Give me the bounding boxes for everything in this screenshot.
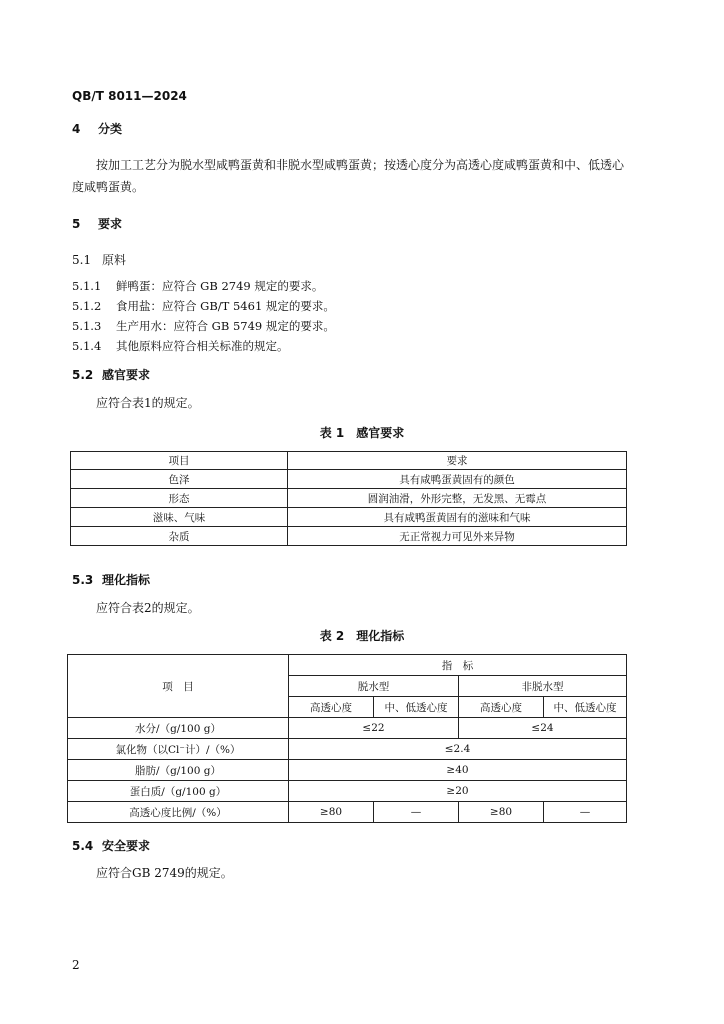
table-cell: 形态 [71, 489, 288, 508]
header-cell-requirement: 要求 [288, 452, 627, 470]
header-cell-dehydrated: 脱水型 [289, 676, 459, 697]
subsection-title: 感官要求 [102, 368, 151, 382]
table-cell: — [374, 802, 459, 823]
table-cell: 具有咸鸭蛋黄固有的颜色 [288, 470, 627, 489]
table-cell: 高透心度比例/（%） [68, 802, 289, 823]
table-header-row [68, 655, 627, 676]
table-cell: ≥80 [459, 802, 544, 823]
sensory-requirements-table [70, 451, 627, 546]
subsection-5-1-heading [72, 251, 126, 268]
header-cell-sub: 高透心度 [459, 697, 544, 718]
item-5-1-1 [72, 278, 323, 294]
table-row [71, 508, 627, 527]
standard-code: QB/T 8011—2024 [72, 89, 187, 103]
header-cell-item: 项 目 [68, 655, 289, 718]
table-cell: 杂质 [71, 527, 288, 546]
subsection-number: 5.2 [72, 368, 94, 382]
table-cell: ≤22 [289, 718, 459, 739]
table-1-caption: 表 1 感官要求 [319, 426, 405, 440]
item-text: 其他原料应符合相关标准的规定。 [116, 339, 289, 353]
table-header-row [71, 452, 627, 470]
table-cell: ≤2.4 [289, 739, 627, 760]
table-cell: 水分/（g/100 g） [68, 718, 289, 739]
section-4-paragraph: 按加工工艺分为脱水型咸鸭蛋黄和非脱水型咸鸭蛋黄；按透心度分为高透心度咸鸭蛋黄和中、低透心度咸鸭蛋黄。 [72, 158, 625, 194]
table-row [71, 489, 627, 508]
page-number: 2 [72, 958, 80, 972]
item-5-1-2 [72, 298, 335, 314]
header-cell-index: 指 标 [289, 655, 627, 676]
subsection-title: 原料 [102, 253, 127, 267]
table-cell: — [544, 802, 627, 823]
table-cell: 滋味、气味 [71, 508, 288, 527]
table-row [68, 739, 627, 760]
section-title: 要求 [98, 217, 123, 231]
subsection-title: 理化指标 [102, 573, 151, 587]
item-5-1-3 [72, 318, 335, 334]
header-cell-sub: 高透心度 [289, 697, 374, 718]
item-number: 5.1.1 [72, 279, 102, 293]
physicochemical-table [67, 654, 627, 823]
section-number: 5 [72, 217, 81, 231]
subsection-5-2-heading [72, 366, 150, 383]
header-cell-sub: 中、低透心度 [374, 697, 459, 718]
subsection-title: 安全要求 [102, 839, 151, 853]
subsection-5-2-paragraph: 应符合表1的规定。 [96, 396, 200, 410]
item-text: 食用盐：应符合 GB/T 5461 规定的要求。 [116, 299, 335, 313]
section-title: 分类 [98, 122, 123, 136]
table-row [71, 527, 627, 546]
subsection-5-4-heading [72, 837, 150, 854]
table-row [68, 718, 627, 739]
subsection-5-3-paragraph: 应符合表2的规定。 [96, 601, 200, 615]
table-cell: ≥40 [289, 760, 627, 781]
item-5-1-4 [72, 338, 289, 354]
table-cell: 具有咸鸭蛋黄固有的滋味和气味 [288, 508, 627, 527]
table-cell: 脂肪/（g/100 g） [68, 760, 289, 781]
item-number: 5.1.4 [72, 339, 102, 353]
subsection-number: 5.4 [72, 839, 94, 853]
table-cell: 氯化物（以Cl⁻计）/（%） [68, 739, 289, 760]
table-row [71, 470, 627, 489]
item-number: 5.1.3 [72, 319, 102, 333]
table-cell: 色泽 [71, 470, 288, 489]
item-text: 生产用水：应符合 GB 5749 规定的要求。 [116, 319, 335, 333]
item-number: 5.1.2 [72, 299, 102, 313]
table-row [68, 802, 627, 823]
header-cell-non-dehydrated: 非脱水型 [459, 676, 627, 697]
subsection-5-4-paragraph: 应符合GB 2749的规定。 [96, 866, 233, 880]
section-4-heading [72, 120, 122, 137]
header-cell-sub: 中、低透心度 [544, 697, 627, 718]
table-row [68, 781, 627, 802]
table-cell: ≥80 [289, 802, 374, 823]
item-text: 鲜鸭蛋：应符合 GB 2749 规定的要求。 [116, 279, 324, 293]
table-cell: 蛋白质/（g/100 g） [68, 781, 289, 802]
subsection-number: 5.1 [72, 253, 92, 267]
table-cell: ≤24 [459, 718, 627, 739]
header-cell-item: 项目 [71, 452, 288, 470]
table-cell: ≥20 [289, 781, 627, 802]
table-2-caption: 表 2 理化指标 [319, 629, 405, 643]
subsection-5-3-heading [72, 571, 150, 588]
subsection-number: 5.3 [72, 573, 94, 587]
table-cell: 圆润油滑，外形完整，无发黑、无霉点 [288, 489, 627, 508]
table-row [68, 760, 627, 781]
section-number: 4 [72, 122, 81, 136]
section-5-heading [72, 215, 122, 232]
table-cell: 无正常视力可见外来异物 [288, 527, 627, 546]
